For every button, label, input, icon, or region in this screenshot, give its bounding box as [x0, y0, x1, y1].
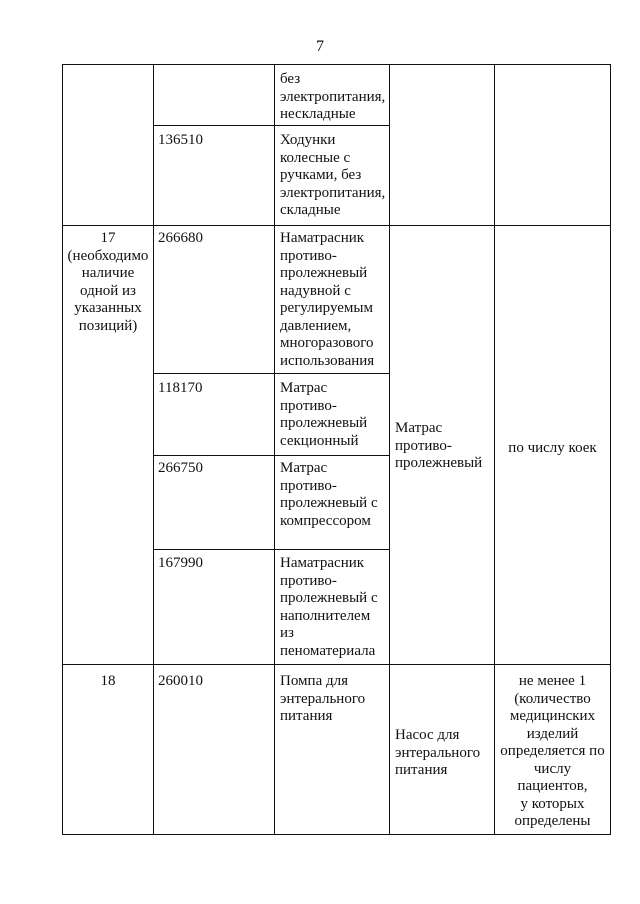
row-divider: [153, 549, 389, 550]
column-divider: [153, 64, 154, 835]
column-divider: [389, 64, 390, 835]
row-divider: [153, 455, 389, 456]
product-name: Матрас противо- пролежневый с компрессором: [280, 460, 378, 529]
row-divider: [62, 664, 611, 665]
group-name: Насос для энтерального питания: [395, 727, 481, 778]
product-code: 167990: [158, 555, 203, 571]
product-name: Ходунки колесные с ручками, без электропитания, складные: [280, 132, 386, 218]
column-divider: [274, 64, 275, 835]
group-name: Матрас противо- пролежневый: [395, 420, 483, 471]
product-code: 266680: [158, 230, 203, 246]
product-name: Наматрасник противо- пролежневый надувной с регулируемым давлением, многоразового использования: [280, 230, 375, 369]
product-code: 260010: [158, 673, 203, 689]
product-code: 118170: [158, 380, 203, 396]
row-divider: [153, 125, 389, 126]
row-divider: [62, 225, 611, 226]
row-divider: [153, 373, 389, 374]
product-name: без электропитания, нескладные: [280, 71, 386, 122]
product-name: Наматрасник противо- пролежневый с наполнителем из пеноматериала: [280, 555, 378, 659]
product-code: 266750: [158, 460, 203, 476]
page-number: 7: [316, 38, 324, 55]
product-name: Матрас противо- пролежневый секционный: [280, 380, 368, 449]
quantity: по числу коек: [508, 440, 597, 456]
product-name: Помпа для энтерального питания: [280, 673, 366, 724]
product-code: 136510: [158, 132, 203, 148]
position-number: 18: [100, 673, 116, 689]
position-number: 17 (необходимо наличие одной из указанных позиций): [67, 230, 149, 334]
quantity: не менее 1 (количество медицинских изделий определяется по числу пациентов, у которых определены: [500, 673, 605, 829]
